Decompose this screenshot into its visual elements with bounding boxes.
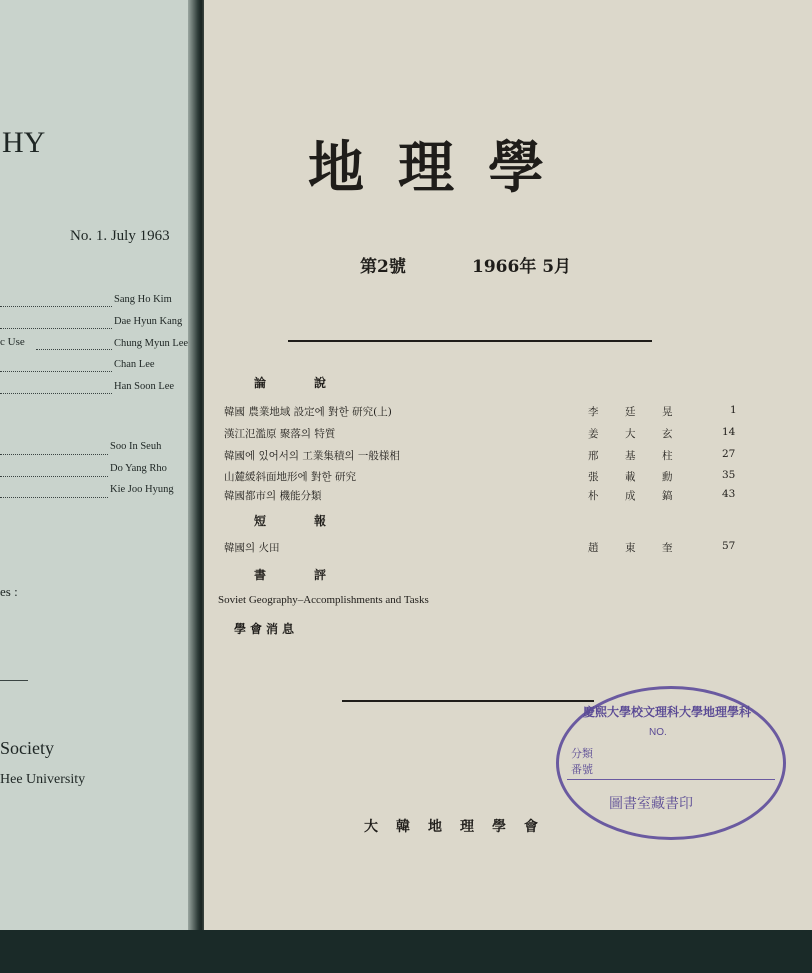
leader-dots	[0, 306, 112, 307]
toc-author-1: 李 廷 晃	[588, 406, 681, 418]
stamp-class-label-2: 番號	[571, 763, 593, 776]
author-4: Chan Lee	[114, 359, 155, 370]
bottom-rule	[342, 700, 594, 702]
short-rule	[0, 680, 28, 681]
toc-author-5: 朴 成 鎬	[588, 490, 681, 502]
toc-title-3: 韓國에 있어서의 工業集積의 一般様相	[224, 450, 400, 462]
left-page	[0, 0, 195, 930]
stamp-bottom-text: 圖書室藏書印	[609, 796, 693, 812]
leader-dots	[0, 328, 112, 329]
left-title-fragment: HY	[2, 126, 46, 159]
author-1: Sang Ho Kim	[114, 294, 172, 305]
university-fragment: Hee University	[0, 772, 86, 787]
stamp-divider	[567, 779, 775, 780]
section-heading-articles: 論 說	[254, 376, 345, 390]
author-3: Chung Myun Lee	[114, 338, 189, 349]
toc-page-5: 43	[722, 488, 736, 500]
issue-number: 第2號	[360, 257, 406, 277]
author-8: Kie Joo Hyung	[110, 484, 174, 495]
leader-dots	[0, 497, 108, 498]
author-2: Dae Hyun Kang	[114, 316, 183, 327]
toc-author-2: 姜 大 玄	[588, 428, 681, 440]
journal-title: 地理學	[308, 135, 578, 201]
section-heading-news: 學會消息	[234, 622, 299, 636]
left-issue: No. 1. July 1963	[70, 228, 170, 244]
notes-fragment: es :	[0, 584, 18, 599]
section-heading-short-reports: 短 報	[254, 514, 345, 528]
stamp-class-label-1: 分類	[571, 747, 593, 760]
toc-title-6: 韓國의 火田	[224, 542, 280, 554]
toc-page-4: 35	[722, 469, 736, 481]
use-fragment: c Use	[0, 336, 25, 348]
author-5: Han Soon Lee	[114, 381, 175, 392]
toc-title-2: 漢江氾濫原 聚落의 特質	[224, 428, 336, 440]
leader-dots	[0, 371, 112, 372]
publisher-name: 大韓地理學會	[364, 819, 556, 835]
toc-page-6: 57	[722, 540, 736, 552]
toc-author-3: 邢 基 柱	[588, 450, 681, 462]
issue-date: 1966年 5月	[472, 257, 572, 277]
stamp-no-label: NO.	[649, 727, 667, 738]
toc-title-5: 韓國都市의 機能分類	[224, 490, 322, 502]
toc-page-2: 14	[722, 426, 736, 438]
toc-page-3: 27	[722, 448, 736, 460]
leader-dots	[36, 349, 112, 350]
author-6: Soo In Seuh	[110, 441, 162, 452]
right-page	[204, 0, 812, 930]
leader-dots	[0, 393, 112, 394]
author-7: Do Yang Rho	[110, 463, 167, 474]
toc-title-7: Soviet Geography–Accomplishments and Tasks	[218, 594, 429, 606]
stamp-top-text: 慶熙大學校文理科大學地理學科	[583, 705, 752, 719]
society-fragment: Society	[0, 738, 54, 758]
section-heading-book-review: 書 評	[254, 568, 345, 582]
leader-dots	[0, 476, 108, 477]
toc-author-6: 趙 東 奎	[588, 542, 681, 554]
toc-title-4: 山麓緩斜面地形에 對한 研究	[224, 471, 356, 483]
library-stamp	[556, 686, 786, 840]
toc-page-1: 1	[730, 404, 737, 416]
top-rule	[288, 340, 652, 342]
leader-dots	[0, 454, 108, 455]
toc-author-4: 張 載 勳	[588, 471, 681, 483]
toc-title-1: 韓國 農業地域 設定에 對한 研究(上)	[224, 406, 392, 418]
